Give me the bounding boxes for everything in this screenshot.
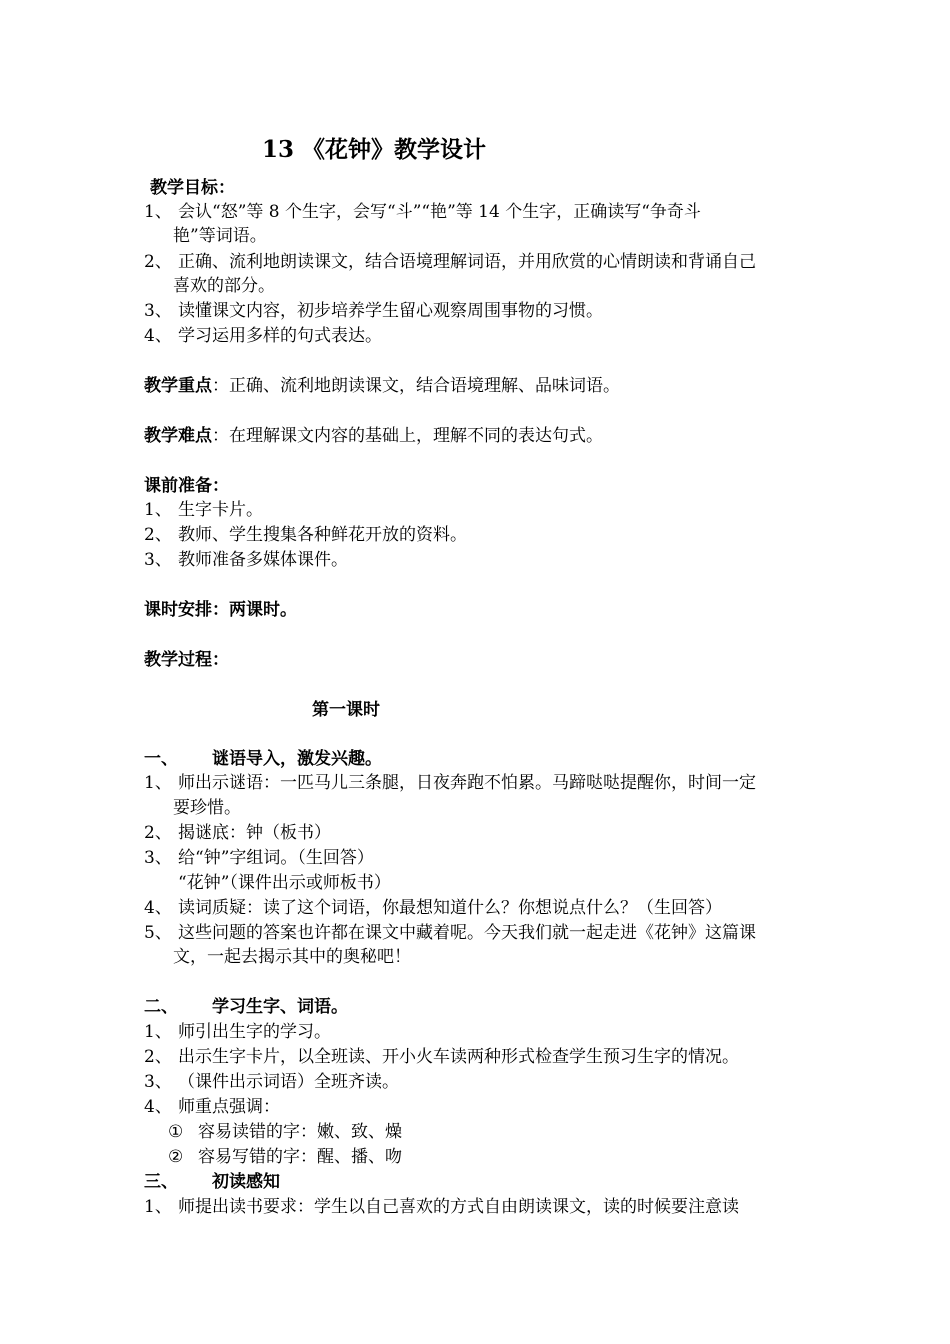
section-1-item-2 (144, 821, 331, 845)
list-text: 师出示谜语：一匹马儿三条腿，日夜奔跑不怕累。马蹄哒哒提醒你，时间一定 (178, 773, 756, 793)
objective-item-2 (144, 250, 756, 274)
circled-number: ① (168, 1122, 184, 1142)
list-text: 师重点强调： (178, 1097, 280, 1117)
process-heading: 教学过程： (144, 650, 229, 670)
page-title: 13 《花钟》教学设计 (262, 136, 487, 163)
difficulty (144, 424, 603, 448)
list-number: 4、 (144, 898, 172, 918)
list-number: 3、 (144, 301, 172, 321)
objective-item-4 (144, 324, 382, 348)
section-number: 三、 (144, 1172, 178, 1192)
list-text: 读懂课文内容，初步培养学生留心观察周围事物的习惯。 (178, 301, 603, 321)
list-number: 1、 (144, 202, 172, 222)
list-number: 1、 (144, 500, 172, 520)
section-1-item-5 (144, 921, 756, 945)
section-1-item-1-cont: 要珍惜。 (173, 798, 241, 818)
list-number: 3、 (144, 1072, 172, 1092)
list-text: 师引出生字的学习。 (178, 1022, 331, 1042)
list-text: 读词质疑：读了这个词语，你最想知道什么？你想说点什么？（生回答） (178, 898, 722, 918)
list-text: 容易写错的字：醒、播、吻 (198, 1147, 402, 1167)
section-2-heading (144, 995, 348, 1019)
list-text: 容易读错的字：嫩、致、燥 (198, 1122, 402, 1142)
section-2-item-1 (144, 1020, 331, 1044)
list-text: 揭谜底：钟（板书） (178, 823, 331, 843)
preparation-heading: 课前准备： (144, 476, 229, 496)
list-number: 1、 (144, 1197, 172, 1217)
list-text: 教师准备多媒体课件。 (178, 550, 348, 570)
section-number: 二、 (144, 997, 178, 1017)
section-1-item-3 (144, 846, 374, 870)
difficulty-text: ：在理解课文内容的基础上，理解不同的表达句式。 (212, 426, 603, 446)
difficulty-label: 教学难点 (144, 426, 212, 446)
list-text: 给“钟”字组词。（生回答） (178, 848, 374, 868)
preparation-item-3 (144, 548, 348, 572)
list-number: 4、 (144, 1097, 172, 1117)
list-text: 师提出读书要求：学生以自己喜欢的方式自由朗读课文，读的时候要注意读 (178, 1197, 739, 1217)
section-2-item-4 (144, 1095, 280, 1119)
list-number: 2、 (144, 525, 172, 545)
objective-item-1-cont: 艳”等词语。 (173, 226, 267, 246)
list-text: （课件出示词语）全班齐读。 (178, 1072, 399, 1092)
lesson-heading: 第一课时 (312, 700, 380, 720)
list-number: 1、 (144, 1022, 172, 1042)
section-title: 初读感知 (212, 1172, 280, 1192)
list-number: 1、 (144, 773, 172, 793)
section-number: 一、 (144, 749, 178, 769)
objective-item-1 (144, 200, 701, 224)
preparation-item-1 (144, 498, 263, 522)
list-text: 这些问题的答案也许都在课文中藏着呢。今天我们就一起走进《花钟》这篇课 (178, 923, 756, 943)
objectives-heading: 教学目标： (150, 178, 235, 198)
objective-item-3 (144, 299, 603, 323)
preparation-item-2 (144, 523, 467, 547)
list-text: 生字卡片。 (178, 500, 263, 520)
section-2-item-2 (144, 1045, 739, 1069)
list-number: 3、 (144, 550, 172, 570)
circled-number: ② (168, 1147, 184, 1167)
section-title: 学习生字、词语。 (212, 997, 348, 1017)
schedule: 课时安排：两课时。 (144, 600, 297, 620)
key-point (144, 374, 620, 398)
section-1-heading (144, 747, 382, 771)
list-text: 会认“怒”等 8 个生字，会写“斗”“艳”等 14 个生字，正确读写“争奇斗 (178, 202, 701, 222)
list-number: 5、 (144, 923, 172, 943)
section-2-subitem-2 (168, 1145, 402, 1169)
list-number: 2、 (144, 823, 172, 843)
section-1-item-1 (144, 771, 756, 795)
list-text: 学习运用多样的句式表达。 (178, 326, 382, 346)
list-number: 3、 (144, 848, 172, 868)
list-text: 正确、流利地朗读课文，结合语境理解词语，并用欣赏的心情朗读和背诵自己 (178, 252, 756, 272)
list-number: 2、 (144, 252, 172, 272)
section-1-item-3-cont: “花钟”（课件出示或师板书） (178, 873, 391, 893)
objective-item-2-cont: 喜欢的部分。 (173, 276, 275, 296)
section-2-subitem-1 (168, 1120, 402, 1144)
list-number: 2、 (144, 1047, 172, 1067)
section-3-heading (144, 1170, 280, 1194)
list-text: 出示生字卡片，以全班读、开小火车读两种形式检查学生预习生字的情况。 (178, 1047, 739, 1067)
key-point-label: 教学重点 (144, 376, 212, 396)
section-title: 谜语导入，激发兴趣。 (212, 749, 382, 769)
section-3-item-1 (144, 1195, 739, 1219)
section-1-item-4 (144, 896, 722, 920)
list-text: 教师、学生搜集各种鲜花开放的资料。 (178, 525, 467, 545)
section-1-item-5-cont: 文，一起去揭示其中的奥秘吧！ (173, 947, 411, 967)
list-number: 4、 (144, 326, 172, 346)
section-2-item-3 (144, 1070, 399, 1094)
key-point-text: ：正确、流利地朗读课文，结合语境理解、品味词语。 (212, 376, 620, 396)
